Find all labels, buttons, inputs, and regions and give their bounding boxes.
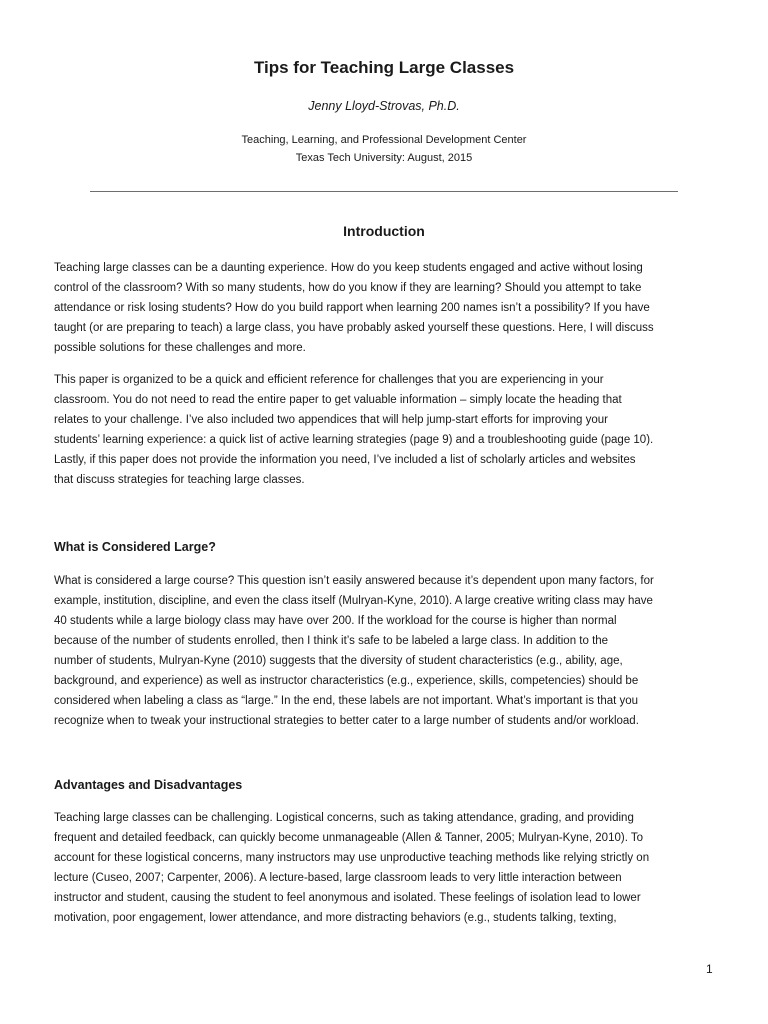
introduction-paragraph-2 bbox=[54, 370, 718, 490]
text-line: background, and experience) as well as instructor characteristics (e.g., experience, skills, competencies) should be bbox=[54, 675, 639, 687]
text-line: What is considered a large course? This question isn’t easily answered because it’s dependent upon many factors, for bbox=[54, 575, 654, 587]
text-line: motivation, poor engagement, lower attendance, and more distracting behaviors (e.g., students talking, texting, bbox=[54, 912, 617, 924]
text-line: possible solutions for these challenges and more. bbox=[54, 342, 306, 354]
text-line: classroom. You do not need to read the entire paper to get valuable information – simply locate the heading that bbox=[54, 394, 622, 406]
text-line: attendance or risk losing students? How do you build rapport when learning 200 names isn’t a possibility? If you have bbox=[54, 302, 650, 314]
introduction-paragraph-1 bbox=[54, 258, 718, 358]
page-number: 1 bbox=[706, 962, 713, 976]
what-is-large-heading: What is Considered Large? bbox=[54, 540, 216, 554]
text-line: Teaching large classes can be challenging. Logistical concerns, such as taking attendance, grading, and providing bbox=[54, 812, 634, 824]
text-line: students’ learning experience: a quick list of active learning strategies (page 9) and a troubleshooting guide (page 10). bbox=[54, 434, 654, 446]
text-line: instructor and student, causing the student to feel anonymous and isolated. These feelings of isolation lead to lower bbox=[54, 892, 641, 904]
text-line: control of the classroom? With so many students, how do you know if they are learning? Should you attempt to take bbox=[54, 282, 642, 294]
text-line: that discuss strategies for teaching large classes. bbox=[54, 474, 305, 486]
text-line: because of the number of students enrolled, then I think it’s safe to be labeled a large class. In addition to the bbox=[54, 635, 609, 647]
text-line: This paper is organized to be a quick and efficient reference for challenges that you are experiencing in your bbox=[54, 374, 604, 386]
text-line: number of students, Mulryan-Kyne (2010) suggests that the diversity of student characteristics (e.g., ability, age, bbox=[54, 655, 623, 667]
text-line: example, institution, discipline, and even the class itself (Mulryan-Kyne, 2010). A large creative writing class may have bbox=[54, 595, 653, 607]
text-line: account for these logistical concerns, many instructors may use unproductive teaching methods like relying strictly on bbox=[54, 852, 650, 864]
introduction-heading: Introduction bbox=[343, 223, 425, 239]
text-line: 40 students while a large biology class may have over 200. If the workload for the course is higher than normal bbox=[54, 615, 617, 627]
affiliation-line-1: Teaching, Learning, and Professional Development Center bbox=[241, 134, 527, 146]
text-line: lecture (Cuseo, 2007; Carpenter, 2006). A lecture-based, large classroom leads to very little interaction between bbox=[54, 872, 622, 884]
advantages-heading: Advantages and Disadvantages bbox=[54, 778, 243, 792]
text-line: frequent and detailed feedback, can quickly become unmanageable (Allen & Tanner, 2005; Mulryan-Kyne, 2010). To bbox=[54, 832, 644, 844]
title-divider bbox=[90, 191, 678, 192]
advantages-paragraph bbox=[54, 808, 718, 928]
text-line: considered when labeling a class as “large.” In the end, these labels are not important. What’s important is that you bbox=[54, 695, 639, 707]
text-line: Teaching large classes can be a daunting experience. How do you keep students engaged and active without losing bbox=[54, 262, 643, 274]
text-line: relates to your challenge. I’ve also included two appendices that will help jump-start efforts for improving your bbox=[54, 414, 608, 426]
text-line: recognize when to tweak your instructional strategies to better cater to a large number of students and/or workload. bbox=[54, 715, 639, 727]
text-line: Lastly, if this paper does not provide the information you need, I’ve included a list of scholarly articles and websites bbox=[54, 454, 636, 466]
affiliation-line-2: Texas Tech University: August, 2015 bbox=[295, 152, 473, 164]
text-line: taught (or are preparing to teach) a large class, you have probably asked yourself these questions. Here, I will discuss bbox=[54, 322, 654, 334]
document-author: Jenny Lloyd-Strovas, Ph.D. bbox=[308, 99, 460, 113]
document-title: Tips for Teaching Large Classes bbox=[253, 58, 515, 77]
what-is-large-paragraph bbox=[54, 571, 718, 731]
